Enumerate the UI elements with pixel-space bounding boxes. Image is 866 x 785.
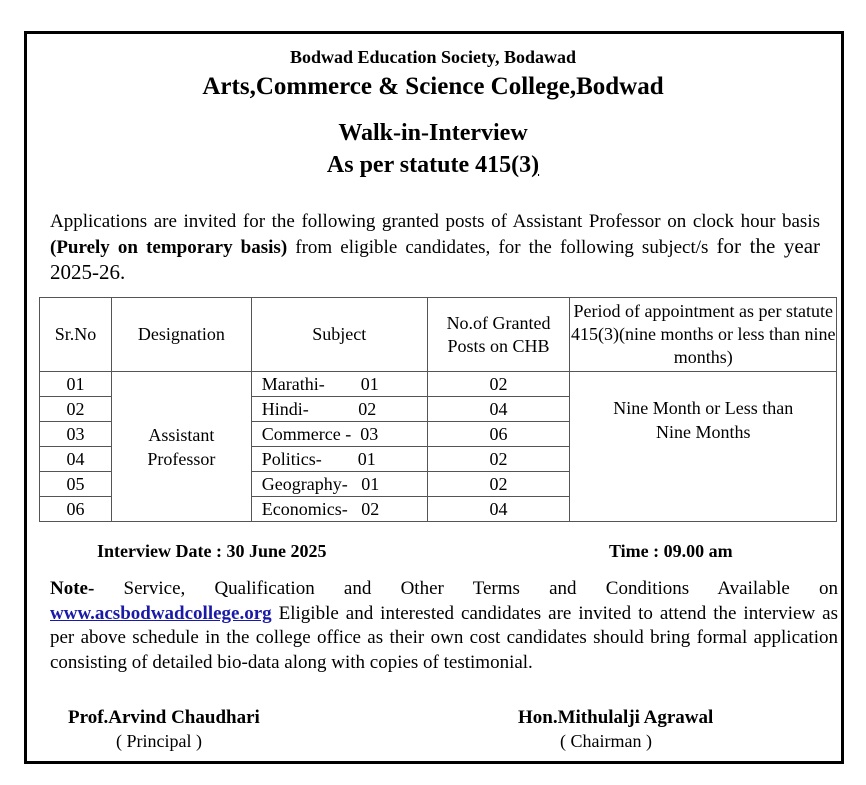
cell-srno: 02 bbox=[40, 397, 112, 422]
notice-title: Walk-in-Interview bbox=[338, 120, 528, 146]
note-text-2: Eligible and interested candidates are invited to attend the interview as per above schedule in the college office as their own cost candidates should bring formal application consisting of detailed bio-data along with copies of testimonial. bbox=[50, 602, 838, 673]
statute-suffix: ) bbox=[531, 152, 540, 178]
note-text-1: Service, Qualification and Other Terms and Conditions Available on bbox=[94, 578, 838, 599]
table-header-row bbox=[40, 298, 837, 372]
table-row bbox=[40, 372, 837, 397]
cell-srno: 03 bbox=[40, 422, 112, 447]
cell-posts: 02 bbox=[427, 447, 570, 472]
header-subject: Subject bbox=[251, 298, 427, 372]
society-name: Bodwad Education Society, Bodawad bbox=[289, 47, 577, 67]
cell-srno: 04 bbox=[40, 447, 112, 472]
period-line-1: Nine Month or Less than bbox=[613, 398, 794, 418]
designation-line-1: Assistant bbox=[148, 424, 215, 445]
header-designation: Designation bbox=[111, 298, 251, 372]
cell-posts: 04 bbox=[427, 497, 570, 522]
cell-subject: Commerce - 03 bbox=[251, 422, 427, 447]
cell-posts: 02 bbox=[427, 472, 570, 497]
chairman-role: ( Chairman ) bbox=[560, 731, 652, 751]
header-period: Period of appointment as per statute 415(3)(nine months or less than nine months) bbox=[570, 298, 837, 372]
website-link[interactable]: www.acsbodwadcollege.org bbox=[50, 602, 272, 624]
cell-subject: Economics- 02 bbox=[251, 497, 427, 522]
cell-designation bbox=[111, 372, 251, 522]
college-name: Arts,Commerce & Science College,Bodwad bbox=[202, 73, 664, 100]
cell-subject: Geography- 01 bbox=[251, 472, 427, 497]
cell-subject: Marathi- 01 bbox=[251, 372, 427, 397]
note-label: Note- bbox=[50, 578, 95, 599]
header-srno: Sr.No bbox=[40, 298, 112, 372]
designation-line-2: Professor bbox=[147, 448, 216, 469]
posts-table bbox=[39, 297, 837, 522]
period-line-2: Nine Months bbox=[655, 422, 751, 442]
chairman-name: Hon.Mithulalji Agrawal bbox=[518, 707, 714, 728]
cell-posts: 06 bbox=[427, 422, 570, 447]
statute-line bbox=[0, 152, 866, 179]
intro-emphasis: (Purely on temporary basis) bbox=[50, 237, 288, 258]
intro-text-1: Applications are invited for the following granted posts of Assistant Professor on clock hour basis bbox=[50, 211, 820, 232]
header-posts: No.of Granted Posts on CHB bbox=[427, 298, 570, 372]
cell-posts: 02 bbox=[427, 372, 570, 397]
intro-text-2: from eligible candidates, for the following subject/s bbox=[287, 237, 717, 258]
principal-name: Prof.Arvind Chaudhari bbox=[68, 707, 260, 728]
cell-subject: Politics- 01 bbox=[251, 447, 427, 472]
note-paragraph bbox=[50, 577, 838, 675]
cell-period bbox=[570, 372, 837, 522]
interview-time: Time : 09.00 am bbox=[609, 541, 733, 561]
principal-role: ( Principal ) bbox=[116, 731, 202, 751]
statute-prefix: As per statute 415(3 bbox=[326, 152, 532, 178]
chairman-signature bbox=[518, 707, 713, 752]
intro-year: for the year 2025-26. bbox=[50, 234, 821, 284]
cell-posts: 04 bbox=[427, 397, 570, 422]
interview-date: Interview Date : 30 June 2025 bbox=[97, 541, 327, 561]
cell-srno: 01 bbox=[40, 372, 112, 397]
principal-signature bbox=[68, 707, 260, 752]
intro-paragraph bbox=[50, 210, 820, 286]
cell-srno: 06 bbox=[40, 497, 112, 522]
cell-srno: 05 bbox=[40, 472, 112, 497]
cell-subject: Hindi- 02 bbox=[251, 397, 427, 422]
